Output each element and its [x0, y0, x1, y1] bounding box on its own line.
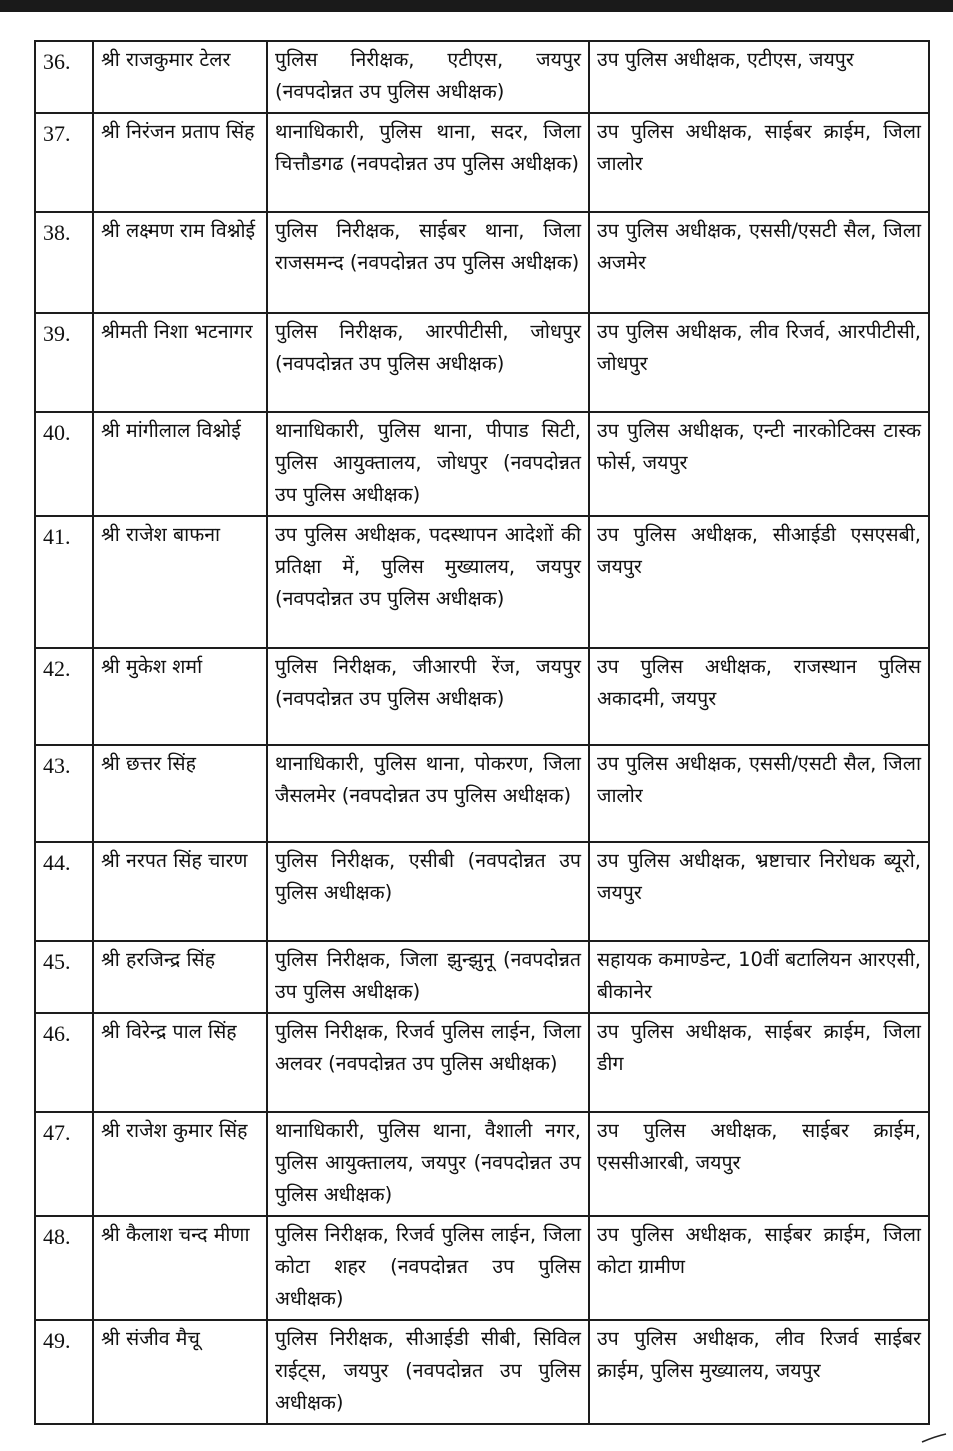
officer-name: श्री हरजिन्द्र सिंह [93, 941, 267, 1013]
current-posting: पुलिस निरीक्षक, सीआईडी सीबी, सिविल राईट्स, जयपुर (नवपदोन्नत उप पुलिस अधीक्षक) [267, 1320, 589, 1424]
serial-number: 46. [35, 1013, 93, 1112]
officer-name: श्री विरेन्द्र पाल सिंह [93, 1013, 267, 1112]
officer-name: श्री नरपत सिंह चारण [93, 842, 267, 941]
table-row [35, 941, 929, 1013]
serial-number: 42. [35, 648, 93, 745]
transfer-posting-table [34, 40, 930, 1425]
officer-name: श्री मांगीलाल विश्नोई [93, 412, 267, 516]
current-posting: पुलिस निरीक्षक, रिजर्व पुलिस लाईन, जिला कोटा शहर (नवपदोन्नत उप पुलिस अधीक्षक) [267, 1216, 589, 1320]
signature-stroke-icon [921, 1433, 947, 1443]
serial-number: 38. [35, 212, 93, 313]
table-row [35, 1013, 929, 1112]
new-posting: उप पुलिस अधीक्षक, एससी/एसटी सैल, जिला अजमेर [589, 212, 929, 313]
current-posting: पुलिस निरीक्षक, एटीएस, जयपुर (नवपदोन्नत उप पुलिस अधीक्षक) [267, 41, 589, 113]
officer-name: श्री राजकुमार टेलर [93, 41, 267, 113]
table-row [35, 313, 929, 412]
current-posting: उप पुलिस अधीक्षक, पदस्थापन आदेशों की प्रतिक्षा में, पुलिस मुख्यालय, जयपुर (नवपदोन्नत उप पुलिस अधीक्षक) [267, 516, 589, 648]
new-posting: उप पुलिस अधीक्षक, एन्टी नारकोटिक्स टास्क फोर्स, जयपुर [589, 412, 929, 516]
officer-name: श्री संजीव मैचू [93, 1320, 267, 1424]
table-row [35, 412, 929, 516]
new-posting: उप पुलिस अधीक्षक, भ्रष्टाचार निरोधक ब्यूरो, जयपुर [589, 842, 929, 941]
serial-number: 40. [35, 412, 93, 516]
officer-name: श्रीमती निशा भटनागर [93, 313, 267, 412]
current-posting: पुलिस निरीक्षक, आरपीटीसी, जोधपुर (नवपदोन्नत उप पुलिस अधीक्षक) [267, 313, 589, 412]
current-posting: पुलिस निरीक्षक, एसीबी (नवपदोन्नत उप पुलिस अधीक्षक) [267, 842, 589, 941]
serial-number: 44. [35, 842, 93, 941]
current-posting: थानाधिकारी, पुलिस थाना, वैशाली नगर, पुलिस आयुक्तालय, जयपुर (नवपदोन्नत उप पुलिस अधीक्षक) [267, 1112, 589, 1216]
table-row [35, 1320, 929, 1424]
table-row [35, 41, 929, 113]
serial-number: 37. [35, 113, 93, 212]
table-row [35, 648, 929, 745]
officer-name: श्री निरंजन प्रताप सिंह [93, 113, 267, 212]
new-posting: उप पुलिस अधीक्षक, साईबर क्राईम, जिला कोटा ग्रामीण [589, 1216, 929, 1320]
current-posting: पुलिस निरीक्षक, साईबर थाना, जिला राजसमन्द (नवपदोन्नत उप पुलिस अधीक्षक) [267, 212, 589, 313]
table-row [35, 516, 929, 648]
current-posting: थानाधिकारी, पुलिस थाना, पीपाड सिटी, पुलिस आयुक्तालय, जोधपुर (नवपदोन्नत उप पुलिस अधीक्षक) [267, 412, 589, 516]
serial-number: 49. [35, 1320, 93, 1424]
officer-name: श्री लक्ष्मण राम विश्नोई [93, 212, 267, 313]
new-posting: उप पुलिस अधीक्षक, लीव रिजर्व, आरपीटीसी, जोधपुर [589, 313, 929, 412]
table-row [35, 212, 929, 313]
table-row [35, 1112, 929, 1216]
current-posting: थानाधिकारी, पुलिस थाना, पोकरण, जिला जैसलमेर (नवपदोन्नत उप पुलिस अधीक्षक) [267, 745, 589, 842]
new-posting: उप पुलिस अधीक्षक, एससी/एसटी सैल, जिला जालोर [589, 745, 929, 842]
table-row [35, 113, 929, 212]
current-posting: पुलिस निरीक्षक, जीआरपी रेंज, जयपुर (नवपदोन्नत उप पुलिस अधीक्षक) [267, 648, 589, 745]
officer-name: श्री राजेश बाफना [93, 516, 267, 648]
table-row [35, 745, 929, 842]
serial-number: 36. [35, 41, 93, 113]
serial-number: 39. [35, 313, 93, 412]
new-posting: सहायक कमाण्डेन्ट, 10वीं बटालियन आरएसी, बीकानेर [589, 941, 929, 1013]
new-posting: उप पुलिस अधीक्षक, लीव रिजर्व साईबर क्राईम, पुलिस मुख्यालय, जयपुर [589, 1320, 929, 1424]
officer-name: श्री छत्तर सिंह [93, 745, 267, 842]
serial-number: 45. [35, 941, 93, 1013]
serial-number: 47. [35, 1112, 93, 1216]
serial-number: 48. [35, 1216, 93, 1320]
new-posting: उप पुलिस अधीक्षक, साईबर क्राईम, एससीआरबी, जयपुर [589, 1112, 929, 1216]
new-posting: उप पुलिस अधीक्षक, सीआईडी एसएसबी, जयपुर [589, 516, 929, 648]
officer-name: श्री मुकेश शर्मा [93, 648, 267, 745]
current-posting: थानाधिकारी, पुलिस थाना, सदर, जिला चित्तौडगढ (नवपदोन्नत उप पुलिस अधीक्षक) [267, 113, 589, 212]
table-row [35, 842, 929, 941]
serial-number: 43. [35, 745, 93, 842]
page-top-border [0, 0, 953, 12]
current-posting: पुलिस निरीक्षक, जिला झुन्झुनू (नवपदोन्नत उप पुलिस अधीक्षक) [267, 941, 589, 1013]
new-posting: उप पुलिस अधीक्षक, राजस्थान पुलिस अकादमी, जयपुर [589, 648, 929, 745]
officer-name: श्री राजेश कुमार सिंह [93, 1112, 267, 1216]
serial-number: 41. [35, 516, 93, 648]
officer-name: श्री कैलाश चन्द मीणा [93, 1216, 267, 1320]
new-posting: उप पुलिस अधीक्षक, साईबर क्राईम, जिला डीग [589, 1013, 929, 1112]
current-posting: पुलिस निरीक्षक, रिजर्व पुलिस लाईन, जिला अलवर (नवपदोन्नत उप पुलिस अधीक्षक) [267, 1013, 589, 1112]
new-posting: उप पुलिस अधीक्षक, साईबर क्राईम, जिला जालोर [589, 113, 929, 212]
new-posting: उप पुलिस अधीक्षक, एटीएस, जयपुर [589, 41, 929, 113]
table-row [35, 1216, 929, 1320]
